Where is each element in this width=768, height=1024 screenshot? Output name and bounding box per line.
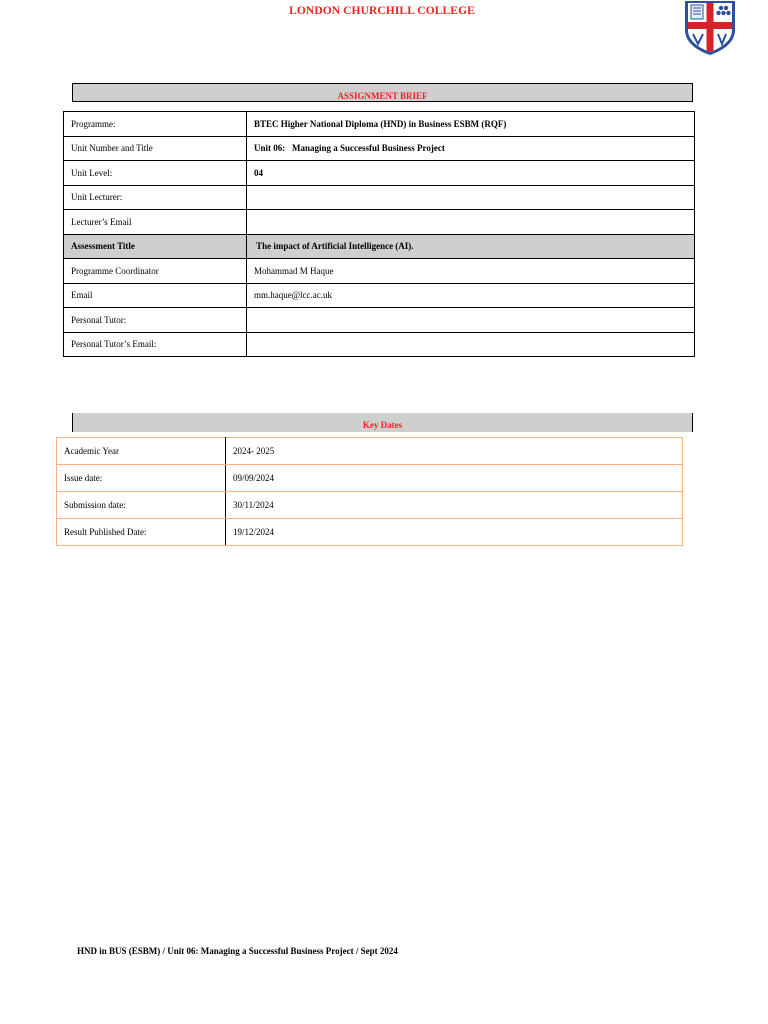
row-label: Personal Tutor’s Email: bbox=[64, 332, 247, 357]
row-label: Issue date: bbox=[57, 465, 226, 492]
page-footer: HND in BUS (ESBM) / Unit 06: Managing a Successful Business Project / Sept 2024 bbox=[77, 946, 398, 956]
row-value bbox=[247, 210, 695, 235]
table-row bbox=[64, 332, 695, 357]
table-row-assessment-title bbox=[64, 234, 695, 259]
table-row bbox=[64, 185, 695, 210]
table-row bbox=[64, 136, 695, 161]
row-value: Unit 06: Managing a Successful Business Project bbox=[247, 136, 695, 161]
table-row bbox=[64, 259, 695, 284]
row-label: Programme Coordinator bbox=[64, 259, 247, 284]
row-label: Unit Number and Title bbox=[64, 136, 247, 161]
row-label: Result Published Date: bbox=[57, 519, 226, 546]
table-row bbox=[57, 438, 683, 465]
table-row bbox=[57, 492, 683, 519]
table-row bbox=[64, 308, 695, 333]
table-row bbox=[64, 112, 695, 137]
key-dates-table bbox=[56, 437, 683, 546]
row-value bbox=[247, 308, 695, 333]
row-value: The impact of Artificial Intelligence (AI). bbox=[247, 234, 695, 259]
table-row bbox=[57, 519, 683, 546]
row-value: BTEC Higher National Diploma (HND) in Business ESBM (RQF) bbox=[247, 112, 695, 137]
email-link[interactable]: mm.haque@lcc.ac.uk bbox=[247, 283, 695, 308]
table-row bbox=[64, 210, 695, 235]
row-label: Personal Tutor: bbox=[64, 308, 247, 333]
row-value: 30/11/2024 bbox=[226, 492, 683, 519]
key-dates-heading: Key Dates bbox=[72, 413, 693, 432]
row-label: Lecturer’s Email bbox=[64, 210, 247, 235]
row-value: Mohammad M Haque bbox=[247, 259, 695, 284]
row-label: Submission date: bbox=[57, 492, 226, 519]
row-value bbox=[247, 185, 695, 210]
row-label: Unit Level: bbox=[64, 161, 247, 186]
row-value: 09/09/2024 bbox=[226, 465, 683, 492]
row-label: Unit Lecturer: bbox=[64, 185, 247, 210]
row-label: Email bbox=[64, 283, 247, 308]
college-name: LONDON CHURCHILL COLLEGE bbox=[289, 5, 475, 17]
college-crest-icon bbox=[682, 0, 738, 56]
table-row bbox=[64, 283, 695, 308]
row-value: 2024- 2025 bbox=[226, 438, 683, 465]
table-row bbox=[57, 465, 683, 492]
row-label: Programme: bbox=[64, 112, 247, 137]
table-row bbox=[64, 161, 695, 186]
row-value: 19/12/2024 bbox=[226, 519, 683, 546]
assignment-brief-table bbox=[63, 111, 695, 357]
row-label: Assessment Title bbox=[64, 234, 247, 259]
row-value bbox=[247, 332, 695, 357]
row-value: 04 bbox=[247, 161, 695, 186]
assignment-brief-heading: ASSIGNMENT BRIEF bbox=[72, 83, 693, 102]
row-label: Academic Year bbox=[57, 438, 226, 465]
